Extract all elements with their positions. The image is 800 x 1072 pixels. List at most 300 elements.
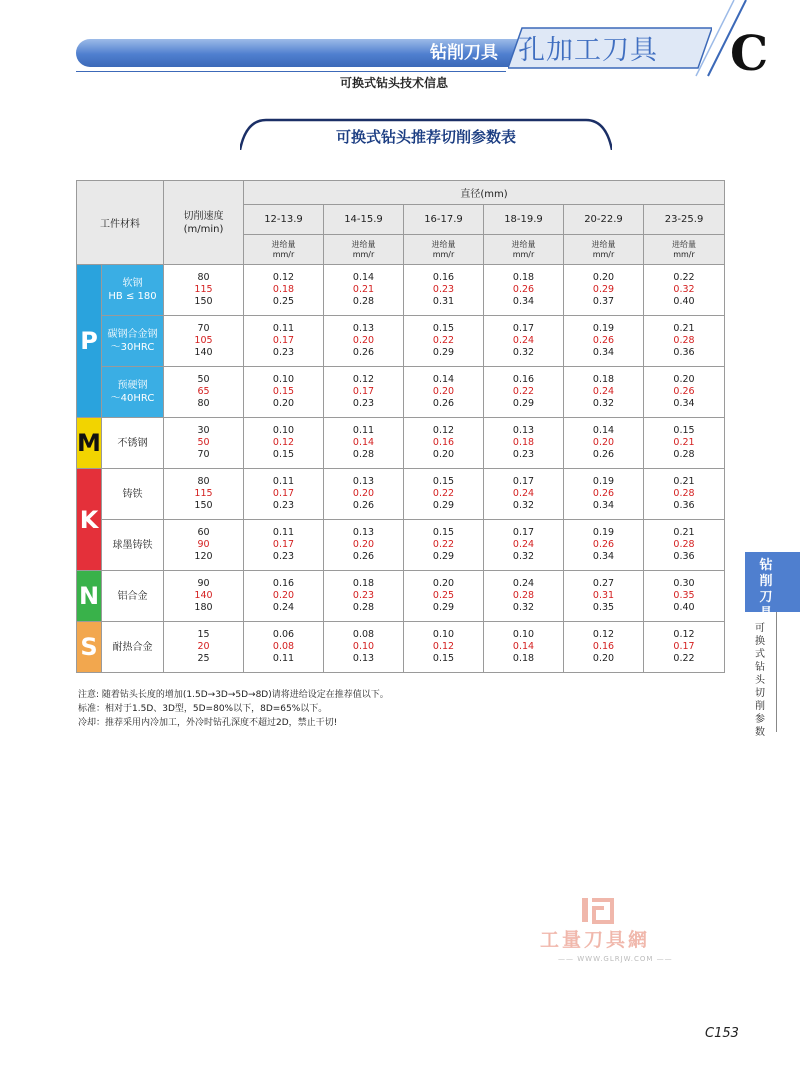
- table-row: [77, 520, 725, 571]
- table-row: [77, 316, 725, 367]
- table-row: [77, 367, 725, 418]
- value: 0.12: [352, 374, 375, 385]
- value: 0.21: [673, 527, 695, 538]
- value: 0.32: [592, 398, 615, 409]
- feed-value: [564, 316, 644, 367]
- value: 0.11: [272, 476, 295, 487]
- feed-value: [484, 520, 564, 571]
- diameter-range: 14-15.9: [324, 205, 404, 235]
- value: 0.23: [352, 398, 375, 409]
- value: 120: [194, 551, 213, 562]
- feed-header: [244, 235, 324, 265]
- value: 80: [197, 398, 210, 409]
- value: 0.29: [432, 500, 455, 511]
- section-letter: C: [730, 26, 769, 82]
- material-name-line: 铸铁: [122, 488, 143, 500]
- value: 0.26: [673, 386, 695, 397]
- value: 0.40: [673, 602, 695, 613]
- feed-value: [244, 316, 324, 367]
- value: 0.17: [272, 488, 295, 499]
- feed-value: [324, 316, 404, 367]
- value: 0.24: [512, 578, 535, 589]
- value: 0.18: [272, 284, 295, 295]
- value: 105: [194, 335, 213, 346]
- feed-value: [404, 316, 484, 367]
- value: 0.26: [592, 488, 615, 499]
- value: 30: [197, 425, 210, 436]
- cutting-speed: [164, 418, 244, 469]
- side-sub-char: 式: [755, 649, 765, 660]
- material-name-line: 软钢: [122, 278, 143, 289]
- material-name: [102, 622, 164, 673]
- value: 0.32: [512, 602, 535, 613]
- value: 115: [194, 284, 213, 295]
- feed-value: [404, 265, 484, 316]
- cutting-speed: [164, 520, 244, 571]
- feed-value: [244, 622, 324, 673]
- side-sub-char: 钻: [755, 662, 765, 673]
- value: 150: [194, 296, 213, 307]
- value: 60: [197, 527, 210, 538]
- material-name-line: 碳钢合金钢: [107, 329, 158, 340]
- value: 0.13: [352, 527, 375, 538]
- material-group-p: P: [77, 265, 102, 418]
- feed-value: [644, 571, 725, 622]
- header-subtitle: 可换式钻头技术信息: [340, 76, 449, 90]
- value: 0.16: [592, 641, 615, 652]
- feed-value: [324, 418, 404, 469]
- value: 0.13: [512, 425, 535, 436]
- value: 0.31: [592, 590, 615, 601]
- watermark-logo-icon: [580, 896, 616, 926]
- value: 0.28: [352, 449, 375, 460]
- table-row: [77, 622, 725, 673]
- material-name-line: 不锈钢: [117, 437, 148, 449]
- side-sub-char: 切: [755, 688, 765, 699]
- value: 0.19: [592, 323, 615, 334]
- value: 0.29: [512, 398, 535, 409]
- table-row: [77, 265, 725, 316]
- material-name: [102, 316, 164, 367]
- value: 0.25: [272, 296, 295, 307]
- side-divider: [776, 612, 777, 732]
- value: 0.28: [352, 296, 375, 307]
- value: 0.29: [432, 551, 455, 562]
- table-row: [77, 571, 725, 622]
- feed-label: 进给量: [591, 239, 616, 249]
- value: 0.18: [512, 272, 535, 283]
- value: 0.20: [432, 449, 455, 460]
- feed-value: [484, 418, 564, 469]
- value: 0.08: [352, 629, 375, 640]
- value: 0.20: [272, 590, 295, 601]
- feed-value: [644, 367, 725, 418]
- diameter-range: 16-17.9: [404, 205, 484, 235]
- feed-value: [244, 520, 324, 571]
- value: 0.16: [512, 374, 535, 385]
- material-name-line: 铝合金: [117, 590, 148, 602]
- feed-label: 进给量: [431, 239, 456, 249]
- material-name: [102, 418, 164, 469]
- material-name-line: HB ≤ 180: [108, 291, 157, 302]
- value: 0.34: [592, 347, 615, 358]
- material-name: [102, 571, 164, 622]
- feed-value: [564, 571, 644, 622]
- cutting-speed: [164, 469, 244, 520]
- feed-value: [324, 265, 404, 316]
- value: 0.32: [512, 551, 535, 562]
- value: 0.12: [432, 425, 455, 436]
- feed-value: [404, 571, 484, 622]
- diameter-range: 18-19.9: [484, 205, 564, 235]
- value: 0.32: [512, 347, 535, 358]
- watermark-url: —— WWW.GLRJW.COM ——: [558, 955, 673, 963]
- feed-value: [644, 622, 725, 673]
- material-header: 工件材料: [77, 181, 164, 265]
- speed-header: [164, 181, 244, 265]
- value: 0.28: [673, 488, 695, 499]
- value: 0.14: [592, 425, 615, 436]
- value: 0.20: [592, 653, 615, 664]
- table-row: [77, 469, 725, 520]
- value: 0.20: [352, 488, 375, 499]
- value: 0.35: [673, 590, 695, 601]
- value: 0.14: [352, 272, 375, 283]
- value: 0.17: [272, 335, 295, 346]
- value: 140: [194, 347, 213, 358]
- value: 0.34: [592, 551, 615, 562]
- feed-value: [404, 622, 484, 673]
- feed-header: [404, 235, 484, 265]
- value: 0.15: [432, 476, 455, 487]
- feed-header: [564, 235, 644, 265]
- feed-value: [564, 367, 644, 418]
- side-tab-label: [758, 558, 774, 622]
- material-name: [102, 469, 164, 520]
- feed-value: [244, 265, 324, 316]
- value: 0.29: [432, 347, 455, 358]
- value: 0.20: [272, 398, 295, 409]
- feed-value: [324, 520, 404, 571]
- cutting-speed: [164, 316, 244, 367]
- value: 0.11: [272, 527, 295, 538]
- value: 0.14: [352, 437, 375, 448]
- value: 0.26: [352, 500, 375, 511]
- feed-value: [404, 520, 484, 571]
- feed-value: [484, 469, 564, 520]
- page-number: C153: [705, 1026, 739, 1041]
- value: 0.08: [272, 641, 295, 652]
- speed-header-unit: (m/min): [183, 223, 224, 235]
- value: 0.15: [272, 449, 295, 460]
- note-line: 注意: 随着钻头长度的增加(1.5D→3D→5D→8D)请将进给设定在推荐值以下。: [78, 690, 389, 700]
- table-row: [77, 418, 725, 469]
- value: 0.06: [272, 629, 295, 640]
- feed-label: 进给量: [351, 239, 376, 249]
- value: 0.17: [673, 641, 695, 652]
- feed-value: [564, 469, 644, 520]
- watermark-text: 工量刀具網: [540, 929, 651, 951]
- value: 0.13: [352, 476, 375, 487]
- value: 0.23: [512, 449, 535, 460]
- value: 0.20: [432, 578, 455, 589]
- value: 0.20: [592, 272, 615, 283]
- value: 0.20: [673, 374, 695, 385]
- value: 0.11: [352, 425, 375, 436]
- cutting-parameters-table: [76, 180, 725, 673]
- value: 15: [197, 629, 210, 640]
- value: 0.22: [432, 488, 455, 499]
- value: 0.24: [592, 386, 615, 397]
- value: 25: [197, 653, 210, 664]
- notes: [78, 688, 389, 730]
- cutting-speed: [164, 265, 244, 316]
- cutting-speed: [164, 367, 244, 418]
- feed-unit: mm/r: [673, 249, 695, 259]
- material-name-line: ～30HRC: [110, 342, 155, 353]
- speed-header-label: 切削速度: [183, 210, 224, 222]
- note-line: 冷却：推荐采用内冷加工，外冷时钻孔深度不超过2D，禁止干切!: [78, 718, 338, 728]
- feed-label: 进给量: [511, 239, 536, 249]
- feed-value: [484, 571, 564, 622]
- value: 0.26: [592, 449, 615, 460]
- material-name: [102, 367, 164, 418]
- value: 0.12: [272, 437, 295, 448]
- value: 0.22: [432, 539, 455, 550]
- value: 0.20: [432, 386, 455, 397]
- header-title: 孔加工刀具: [518, 35, 658, 66]
- value: 0.14: [512, 641, 535, 652]
- feed-value: [644, 469, 725, 520]
- value: 0.23: [352, 590, 375, 601]
- value: 80: [197, 476, 210, 487]
- value: 0.10: [272, 374, 295, 385]
- feed-value: [404, 469, 484, 520]
- feed-value: [404, 367, 484, 418]
- value: 0.21: [352, 284, 375, 295]
- value: 0.11: [272, 653, 295, 664]
- value: 0.26: [592, 539, 615, 550]
- feed-unit: mm/r: [352, 249, 375, 259]
- value: 0.19: [592, 476, 615, 487]
- value: 0.29: [592, 284, 615, 295]
- section-title: 可换式钻头推荐切削参数表: [335, 128, 516, 146]
- value: 0.22: [673, 272, 695, 283]
- feed-value: [644, 316, 725, 367]
- value: 115: [194, 488, 213, 499]
- value: 0.24: [512, 539, 535, 550]
- feed-value: [644, 418, 725, 469]
- material-group-n: N: [77, 571, 102, 622]
- feed-value: [484, 367, 564, 418]
- value: 0.18: [512, 437, 535, 448]
- value: 0.28: [673, 449, 695, 460]
- value: 0.35: [592, 602, 615, 613]
- feed-value: [324, 571, 404, 622]
- feed-unit: mm/r: [272, 249, 295, 259]
- value: 0.17: [512, 527, 535, 538]
- diameter-header: 直径(mm): [244, 181, 725, 205]
- value: 0.18: [592, 374, 615, 385]
- feed-value: [564, 265, 644, 316]
- side-tab-subtitle: [752, 622, 768, 739]
- value: 0.21: [673, 476, 695, 487]
- feed-header: [324, 235, 404, 265]
- value: 0.26: [432, 398, 455, 409]
- cutting-speed: [164, 571, 244, 622]
- material-name: [102, 265, 164, 316]
- value: 0.17: [352, 386, 375, 397]
- value: 0.29: [432, 602, 455, 613]
- feed-value: [324, 367, 404, 418]
- diameter-range: 23-25.9: [644, 205, 725, 235]
- value: 0.32: [673, 284, 695, 295]
- diameter-range: 20-22.9: [564, 205, 644, 235]
- value: 0.10: [432, 629, 455, 640]
- feed-value: [564, 418, 644, 469]
- side-sub-char: 削: [755, 701, 765, 712]
- value: 0.15: [432, 527, 455, 538]
- side-tab-char: 削: [759, 574, 773, 589]
- value: 0.11: [272, 323, 295, 334]
- value: 0.28: [512, 590, 535, 601]
- value: 0.23: [272, 500, 295, 511]
- note-line: 标准：相对于1.5D、3D型，5D=80%以下，8D=65%以下。: [78, 704, 328, 714]
- feed-value: [244, 571, 324, 622]
- value: 0.20: [352, 335, 375, 346]
- feed-unit: mm/r: [512, 249, 535, 259]
- value: 0.37: [592, 296, 615, 307]
- value: 0.25: [432, 590, 455, 601]
- feed-value: [244, 418, 324, 469]
- value: 0.10: [512, 629, 535, 640]
- side-sub-char: 头: [755, 675, 765, 686]
- side-tab-char: 具: [759, 606, 773, 621]
- value: 0.32: [512, 500, 535, 511]
- diameter-range: 12-13.9: [244, 205, 324, 235]
- value: 65: [197, 386, 210, 397]
- feed-unit: mm/r: [432, 249, 455, 259]
- value: 90: [197, 539, 210, 550]
- feed-value: [484, 316, 564, 367]
- value: 0.28: [352, 602, 375, 613]
- value: 0.17: [512, 323, 535, 334]
- value: 80: [197, 272, 210, 283]
- value: 0.31: [432, 296, 455, 307]
- value: 0.15: [432, 653, 455, 664]
- material-group-s: S: [77, 622, 102, 673]
- material-name-line: 预硬钢: [117, 380, 148, 391]
- header-category: 钻削刀具: [430, 43, 498, 63]
- feed-value: [564, 622, 644, 673]
- value: 0.20: [592, 437, 615, 448]
- value: 0.26: [512, 284, 535, 295]
- value: 0.13: [352, 653, 375, 664]
- value: 0.26: [352, 551, 375, 562]
- cutting-speed: [164, 622, 244, 673]
- header-underline: [76, 71, 506, 72]
- value: 180: [194, 602, 213, 613]
- material-name-line: 球墨铸铁: [112, 539, 153, 551]
- value: 0.26: [592, 335, 615, 346]
- value: 0.22: [512, 386, 535, 397]
- feed-value: [484, 622, 564, 673]
- feed-value: [484, 265, 564, 316]
- value: 70: [197, 449, 210, 460]
- value: 0.12: [272, 272, 295, 283]
- value: 0.18: [512, 653, 535, 664]
- value: 0.20: [352, 539, 375, 550]
- value: 70: [197, 323, 210, 334]
- value: 50: [197, 374, 210, 385]
- feed-value: [244, 469, 324, 520]
- value: 0.23: [272, 347, 295, 358]
- value: 0.36: [673, 347, 695, 358]
- side-sub-char: 可: [755, 623, 765, 634]
- side-sub-char: 数: [755, 727, 765, 738]
- value: 0.28: [673, 539, 695, 550]
- feed-value: [404, 418, 484, 469]
- feed-unit: mm/r: [592, 249, 615, 259]
- feed-label: 进给量: [271, 239, 296, 249]
- value: 0.12: [592, 629, 615, 640]
- feed-value: [244, 367, 324, 418]
- side-sub-char: 换: [755, 636, 765, 647]
- feed-header: [644, 235, 725, 265]
- material-group-m: M: [77, 418, 102, 469]
- value: 0.26: [352, 347, 375, 358]
- value: 0.14: [432, 374, 455, 385]
- value: 0.16: [272, 578, 295, 589]
- value: 0.34: [512, 296, 535, 307]
- value: 50: [197, 437, 210, 448]
- value: 0.21: [673, 437, 695, 448]
- material-group-k: K: [77, 469, 102, 571]
- value: 0.18: [352, 578, 375, 589]
- value: 0.34: [592, 500, 615, 511]
- value: 20: [197, 641, 210, 652]
- value: 0.27: [592, 578, 615, 589]
- feed-header: [484, 235, 564, 265]
- value: 140: [194, 590, 213, 601]
- side-tab: [745, 552, 800, 621]
- value: 0.22: [673, 653, 695, 664]
- value: 0.10: [272, 425, 295, 436]
- value: 0.22: [432, 335, 455, 346]
- value: 0.23: [432, 284, 455, 295]
- feed-label: 进给量: [672, 239, 696, 249]
- value: 0.12: [673, 629, 695, 640]
- material-name-line: ～40HRC: [110, 393, 155, 404]
- value: 0.16: [432, 272, 455, 283]
- value: 150: [194, 500, 213, 511]
- value: 90: [197, 578, 210, 589]
- feed-value: [644, 265, 725, 316]
- side-sub-char: 参: [755, 714, 765, 725]
- value: 0.34: [673, 398, 695, 409]
- value: 0.30: [673, 578, 695, 589]
- value: 0.21: [673, 323, 695, 334]
- material-name: [102, 520, 164, 571]
- feed-value: [564, 520, 644, 571]
- value: 0.13: [352, 323, 375, 334]
- feed-value: [324, 622, 404, 673]
- value: 0.15: [272, 386, 295, 397]
- value: 0.40: [673, 296, 695, 307]
- feed-value: [324, 469, 404, 520]
- value: 0.12: [432, 641, 455, 652]
- side-tab-char: 钻: [759, 558, 773, 573]
